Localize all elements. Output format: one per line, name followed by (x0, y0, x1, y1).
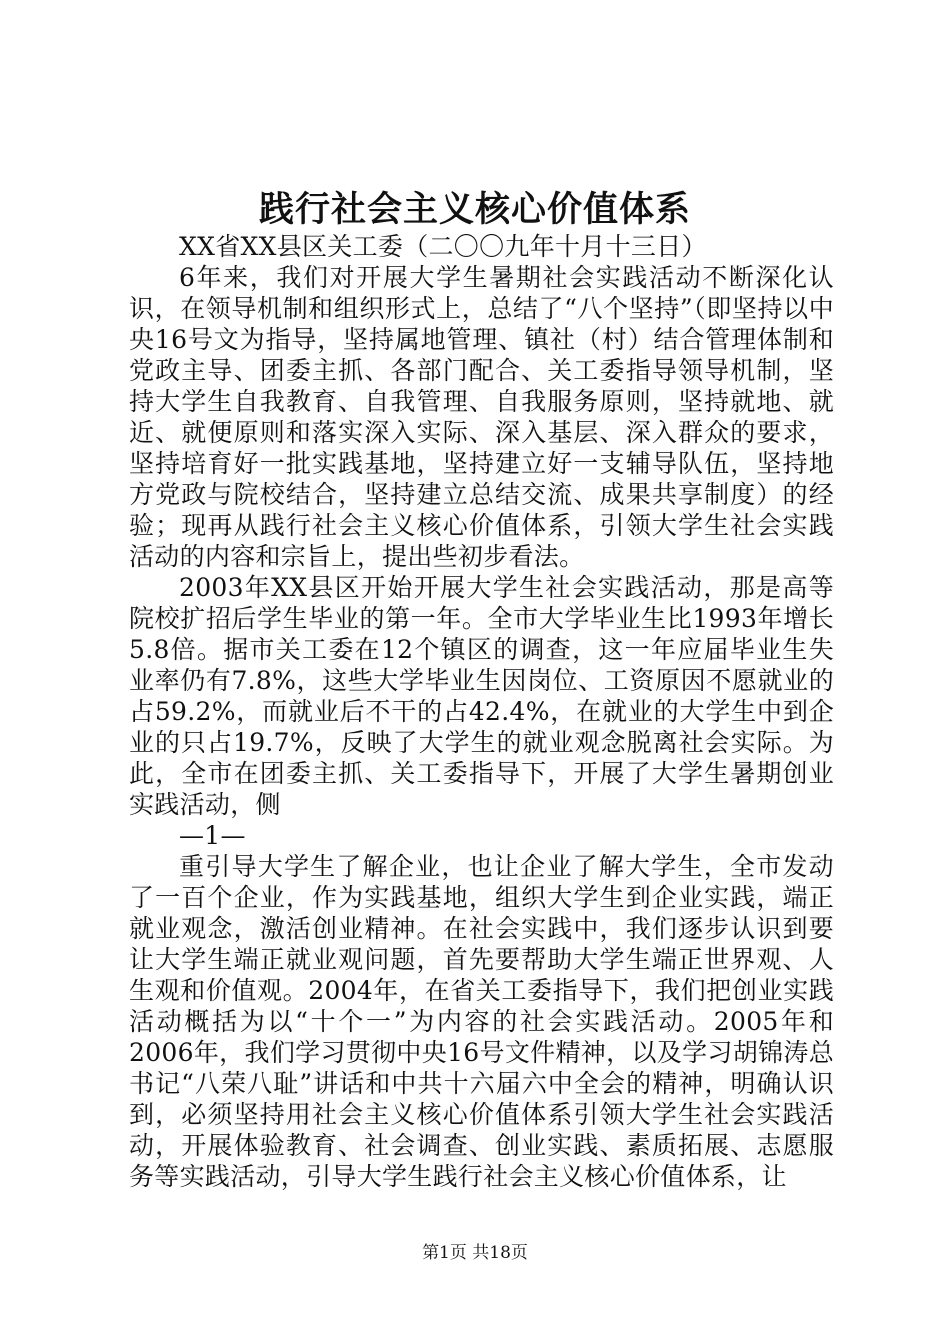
document-body (129, 231, 834, 1192)
page-footer: 第1页 共18页 (422, 1243, 528, 1263)
document-title: 践行社会主义核心价值体系 (258, 189, 691, 230)
inline-page-marker: —1— (179, 821, 246, 850)
paragraph: 重引导大学生了解企业，也让企业了解大学生，全市发动了一百个企业，作为实践基地，组织大学生到企业实践，端正就业观念，激活创业精神。在社会实践中，我们逐步认识到要让大学生端正就业观问题，首先要帮助大学生端正世界观、人生观和价值观。2004年，在省关工委指导下，我们把创业实践活动概括为以“十个一”为内容的社会实践活动。2005年和2006年，我们学习贯彻中央16号文件精神，以及学习胡锦涛总书记“八荣八耻”讲话和中共十六届六中全会的精神，明确认识到，必须坚持用社会主义核心价值体系引领大学生社会实践活动，开展体验教育、社会调查、创业实践、素质拓展、志愿服务等实践活动，引导大学生践行社会主义核心价值体系，让 (129, 852, 834, 1191)
paragraph: 2003年XX县区开始开展大学生社会实践活动，那是高等院校扩招后学生毕业的第一年。全市大学毕业生比1993年增长5.8倍。据市关工委在12个镇区的调查，这一年应届毕业生失业率仍有7.8%，这些大学毕业生因岗位、工资原因不愿就业的占59.2%，而就业后不干的占42.4%，在就业的大学生中到企业的只占19.7%，反映了大学生的就业观念脱离社会实际。为此，全市在团委主抓、关工委指导下，开展了大学生暑期创业实践活动，侧 (129, 573, 834, 819)
paragraph: 6年来，我们对开展大学生暑期社会实践活动不断深化认识，在领导机制和组织形式上，总结了“八个坚持”（即坚持以中央16号文为指导，坚持属地管理、镇社（村）结合管理体制和党政主导、团委主抓、各部门配合、关工委指导领导机制，坚持大学生自我教育、自我管理、自我服务原则，坚持就地、就近、就便原则和落实深入实际、深入基层、深入群众的要求，坚持培育好一批实践基地，坚持建立好一支辅导队伍，坚持地方党政与院校结合，坚持建立总结交流、成果共享制度）的经验；现再从践行社会主义核心价值体系，引领大学生社会实践活动的内容和宗旨上，提出些初步看法。 (129, 263, 834, 571)
author-line: XX省XX县区关工委（二〇〇九年十月十三日） (179, 232, 707, 261)
